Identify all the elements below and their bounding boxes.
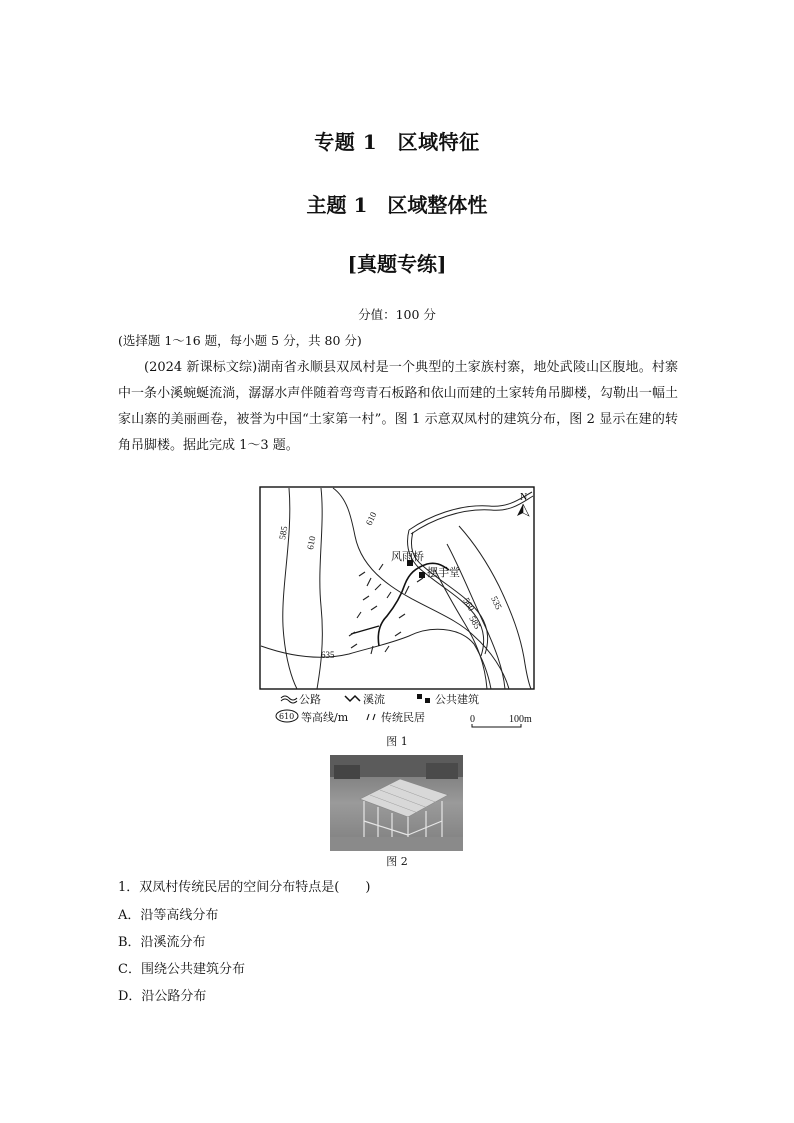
section-title: [真题专练] — [347, 252, 447, 276]
map-frame — [260, 487, 534, 689]
photo-ground — [330, 837, 463, 851]
contour-label: 635 — [321, 650, 335, 660]
option-d[interactable]: D．沿公路分布 — [118, 989, 207, 1004]
contour-label: 610 — [363, 510, 379, 527]
scale-zero-label: 0 — [470, 714, 475, 725]
score-line: 分值：100 分 — [358, 307, 436, 322]
contour-symbol-label: 610 — [279, 712, 295, 721]
public-building-symbol — [425, 698, 430, 703]
legend-dwelling — [367, 710, 425, 724]
dwelling-symbol — [373, 714, 375, 720]
public-building-symbol — [417, 694, 422, 699]
subtopic-title: 主题 1 区域整体性 — [306, 193, 488, 217]
contour-label: 585 — [277, 525, 290, 541]
place-label-baishou-hall: 摆手堂 — [427, 566, 460, 579]
figure2-caption: 图 2 — [386, 855, 408, 868]
figure1-caption: 图 1 — [386, 735, 408, 748]
stream-symbol — [345, 696, 360, 701]
photo-distant-house — [334, 765, 360, 779]
intro-paragraph: (2024 新课标文综)湖南省永顺县双凤村是一个典型的土家族村寨，地处武陵山区腹地。村寨中一条小溪蜿蜒流淌，潺潺水声伴随着弯弯青石板路和依山而建的土家转角吊脚楼，勾勒出一幅土家山寨的美丽画卷，被誉为中国“土家第一村”。图 1 示意双凤村的建筑分布，图 2 显示在建的转角吊脚楼。据此完成 1～3 题。 — [118, 360, 678, 453]
scale-bar — [470, 714, 532, 727]
option-b[interactable]: B．沿溪流分布 — [118, 935, 206, 950]
legend-public-building-label: 公共建筑 — [435, 693, 479, 706]
contour-label: 560 — [461, 596, 477, 613]
north-label: N — [520, 492, 528, 503]
public-building-baishou-hall — [419, 572, 425, 578]
legend-dwelling-label: 传统民居 — [381, 711, 425, 724]
contour-label: 535 — [489, 594, 504, 612]
question-1-stem: 1．双凤村传统民居的空间分布特点是( ) — [118, 880, 371, 895]
photo-distant-house — [426, 763, 458, 779]
contour-label: 585 — [467, 614, 483, 631]
stilt-house-photo — [330, 755, 463, 851]
legend-stream — [345, 692, 385, 706]
legend-road-label: 公路 — [299, 693, 321, 706]
contour-label: 610 — [305, 535, 318, 551]
topic-title: 专题 1 区域特征 — [314, 130, 480, 154]
legend-contour-label: 等高线/m — [301, 711, 349, 724]
legend-contour — [276, 710, 349, 724]
place-label-fengyu-bridge: 风雨桥 — [391, 550, 424, 563]
option-a[interactable]: A．沿等高线分布 — [118, 908, 219, 923]
scale-distance-label: 100m — [509, 714, 532, 725]
legend-road — [281, 693, 321, 706]
legend-stream-label: 溪流 — [363, 693, 385, 706]
option-c[interactable]: C．围绕公共建筑分布 — [118, 962, 245, 977]
village-map-figure — [259, 486, 539, 730]
dwelling-symbol — [367, 714, 369, 720]
instructions: (选择题 1～16 题，每小题 5 分，共 80 分) — [118, 333, 362, 348]
legend-public-building — [417, 692, 479, 706]
